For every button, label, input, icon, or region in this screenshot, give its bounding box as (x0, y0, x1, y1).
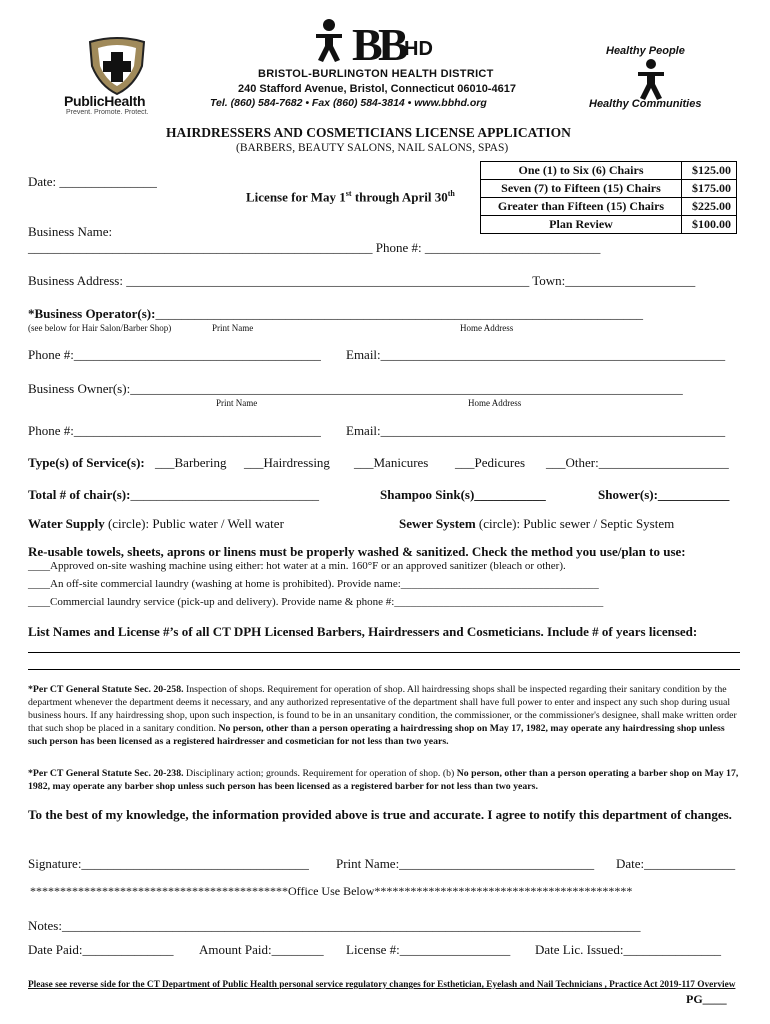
business-address-field[interactable]: Business Address: ______________________________________________________________ Town:____________________ (28, 273, 696, 288)
fee-label: Plan Review (481, 216, 682, 234)
email-field[interactable]: Email:_____________________________________________________ (346, 423, 726, 438)
sewer-system-field[interactable]: Sewer System (circle): Public sewer / Septic System (399, 516, 675, 531)
fee-row (481, 198, 737, 216)
service-other[interactable]: ___Other:____________________ (546, 455, 729, 470)
fee-row (481, 180, 737, 198)
notes-field[interactable]: Notes:_________________________________________________________________________________________ (28, 918, 641, 933)
license-period: License for May 1st through April 30th (246, 189, 455, 205)
service-manicures[interactable]: ___Manicures (354, 455, 429, 470)
fee-row (481, 162, 737, 180)
healthy-person-icon (636, 58, 666, 100)
footer-note: Please see reverse side for the CT Department of Public Health personal service regulatory changes for Esthetician, Eyelash and Nail Technicians , Practice Act 2019-117 Overview (28, 980, 736, 990)
affirmation: To the best of my knowledge, the information provided above is true and accurate. I agree to notify this department of changes. (28, 807, 732, 822)
phone-field[interactable]: Phone #:______________________________________ (28, 347, 321, 362)
page-number: PG____ (686, 992, 727, 1006)
fee-label: Seven (7) to Fifteen (15) Chairs (481, 180, 682, 198)
licensed-line[interactable] (28, 652, 740, 653)
signature-field[interactable]: Signature:___________________________________ (28, 856, 309, 871)
owner-print-name: Print Name (216, 398, 258, 408)
bbhd-logo (312, 18, 462, 64)
district-name: BRISTOL-BURLINGTON HEALTH DISTRICT (258, 68, 494, 80)
service-barbering[interactable]: ___Barbering (155, 455, 227, 470)
date-field[interactable]: Date: _______________ (28, 174, 157, 189)
slogan-bottom: Healthy Communities (589, 98, 702, 110)
date-paid-field[interactable]: Date Paid:______________ (28, 942, 174, 957)
linens-option-onsite[interactable]: ____Approved on-site washing machine using either: hot water at a min. 160°F or an approved sanitizer (bleach or other). (28, 560, 566, 572)
owner-field[interactable]: Business Owner(s):_____________________________________________________________________________________ (28, 381, 683, 396)
operator-label: *Business Operator(s):___________________________________________________________________________ (28, 306, 643, 321)
operator-print-name: Print Name (212, 323, 254, 333)
fee-label: Greater than Fifteen (15) Chairs (481, 198, 682, 216)
svg-text:B: B (352, 19, 383, 64)
services-label: Type(s) of Service(s): (28, 455, 145, 470)
district-address: 240 Stafford Avenue, Bristol, Connecticut 06010-4617 (238, 83, 516, 95)
public-health-tagline: Prevent. Promote. Protect. (66, 109, 149, 116)
district-contact: Tel. (860) 584-7682 • Fax (860) 584-3814 • www.bbhd.org (210, 97, 487, 109)
licensed-line[interactable] (28, 669, 740, 670)
fee-label: One (1) to Six (6) Chairs (481, 162, 682, 180)
business-name-label: Business Name: (28, 224, 113, 239)
fee-amount: $175.00 (682, 180, 737, 198)
service-hairdressing[interactable]: ___Hairdressing (244, 455, 330, 470)
shampoo-sink-field[interactable]: Shampoo Sink(s)___________ (380, 487, 546, 502)
date-signed-field[interactable]: Date:______________ (616, 856, 736, 871)
water-supply-field[interactable]: Water Supply (circle): Public water / Well water (28, 516, 284, 531)
amount-paid-field[interactable]: Amount Paid:________ (199, 942, 324, 957)
fee-amount: $125.00 (682, 162, 737, 180)
linens-heading: Re-usable towels, sheets, aprons or linens must be properly washed & sanitized. Check the method you use/plan to use: (28, 544, 686, 559)
linens-option-service[interactable]: ____Commercial laundry service (pick-up and delivery). Provide name & phone #:______________________________________ (28, 596, 604, 608)
chairs-field[interactable]: Total # of chair(s):_____________________________ (28, 487, 319, 502)
fee-amount: $100.00 (682, 216, 737, 234)
license-number-field[interactable]: License #:_________________ (346, 942, 511, 957)
office-use-divider: *******************************************Office Use Below******************************************* (30, 884, 633, 898)
business-name-field[interactable]: _____________________________________________________ Phone #: ___________________________ (28, 240, 601, 255)
service-pedicures[interactable]: ___Pedicures (455, 455, 526, 470)
owner-home-address: Home Address (468, 398, 522, 408)
person-figure-icon (312, 18, 462, 64)
print-name-field[interactable]: Print Name:______________________________ (336, 856, 595, 871)
shield-cross-icon (62, 36, 172, 96)
fee-amount: $225.00 (682, 198, 737, 216)
operator-home-address: Home Address (460, 323, 514, 333)
slogan-top: Healthy People (606, 45, 685, 57)
licensed-heading: List Names and License #’s of all CT DPH Licensed Barbers, Hairdressers and Cosmeticians. Include # of years licensed: (28, 624, 698, 639)
fee-row (481, 216, 737, 234)
statute-20-258: *Per CT General Statute Sec. 20-258. Inspection of shops. Requirement for operation of shop. All hairdressing shops shall be inspected regarding their sanitary condition by the department whenever the department deems it necessary, and any authorized representative of the department shall have full power to enter and inspect any such shop during usual business hours. If any hairdressing shop, upon such inspection, is found to be in an unsanitary condition, the commissioner, or the commissioner's designee, shall make written order that such shop be placed in a sanitary condition. No person, other than a person operating a hairdressing shop on May 17, 1982, may operate any hairdressing shop unless such person has been licensed as a registered hairdresser and cosmetician for not less than two years. (28, 684, 737, 747)
statute-20-238: *Per CT General Statute Sec. 20-238. Disciplinary action; grounds. Requirement for operation of shop. (b) No person, other than a person operating a barber shop on May 17, 1982, may operate any barber shop unless such person has been licensed as a registered barber for not less than two years. (28, 768, 739, 792)
email-field[interactable]: Email:_____________________________________________________ (346, 347, 726, 362)
svg-text:B: B (378, 19, 409, 64)
public-health-logo (62, 36, 172, 116)
fee-table (480, 161, 737, 234)
phone-field[interactable]: Phone #:______________________________________ (28, 423, 321, 438)
date-issued-field[interactable]: Date Lic. Issued:_______________ (535, 942, 721, 957)
shower-field[interactable]: Shower(s):___________ (598, 487, 730, 502)
form-title: HAIRDRESSERS AND COSMETICIANS LICENSE APPLICATION (166, 125, 571, 140)
operator-note: (see below for Hair Salon/Barber Shop) (28, 323, 172, 333)
public-health-text: PublicHealth (64, 93, 146, 109)
linens-option-offsite[interactable]: ____An off-site commercial laundry (washing at home is prohibited). Provide name:____________________________________ (28, 578, 599, 590)
bbhd-text: HD (404, 38, 433, 60)
form-subtitle: (BARBERS, BEAUTY SALONS, NAIL SALONS, SPAS) (236, 142, 509, 154)
